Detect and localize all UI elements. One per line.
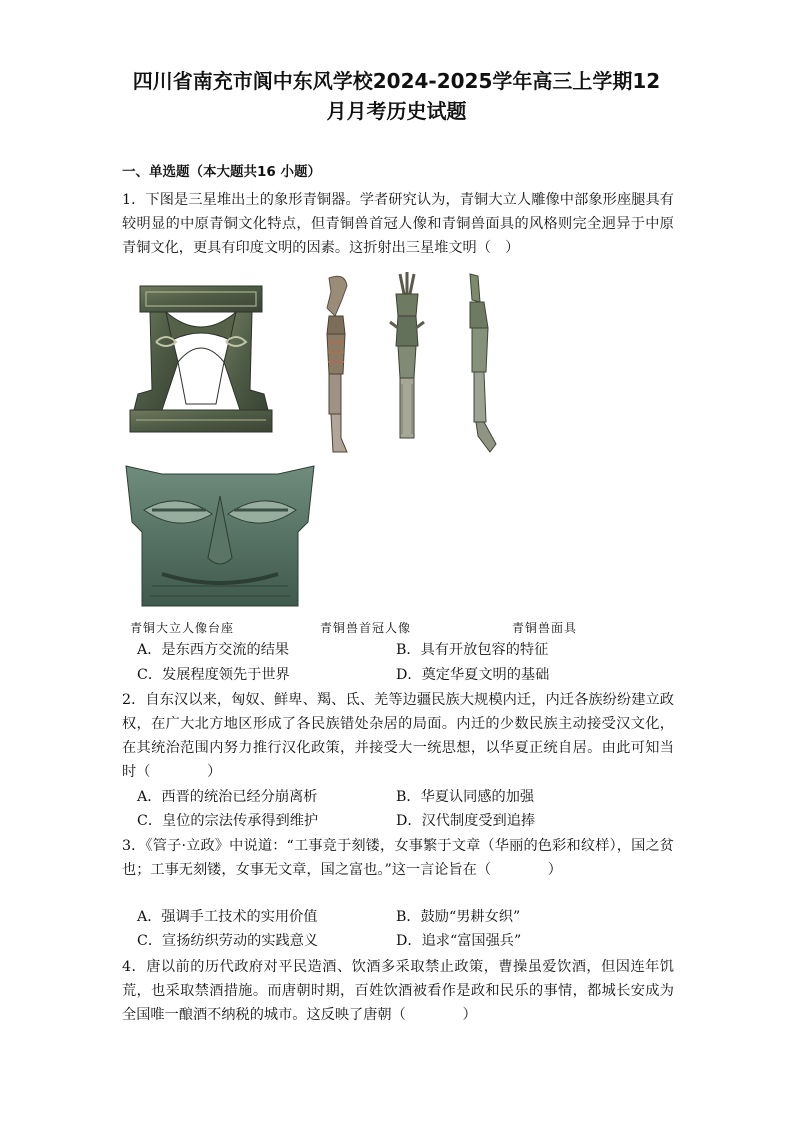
q2-option-a: A．西晋的统治已经分崩离析 (137, 789, 318, 805)
title-line-2: 月月考历史试题 (326, 99, 467, 123)
q2-option-b: B．华夏认同感的加强 (396, 789, 535, 805)
bronze-mask-image (122, 462, 318, 610)
caption-beast-mask: 青铜兽面具 (512, 621, 578, 635)
question-3-stem: 3．《管子·立政》中说道：“工事竞于刻镂，女事繁于文章（华丽的色彩和纹样），国之贫也；工事无刻镂，女事无文章，国之富也。”这一言论旨在（ ） (122, 838, 674, 878)
bronze-beast-head-figure-drawing (386, 272, 428, 444)
bronze-statue-base-drawing (126, 282, 276, 437)
q2-option-c: C．皇位的宗法传承得到维护 (137, 813, 319, 829)
bronze-beast-head-figure-image (386, 272, 428, 444)
q1-option-a: A．是东西方交流的结果 (137, 642, 290, 658)
q1-option-c: C．发展程度领先于世界 (137, 667, 290, 683)
q1-option-b: B．具有开放包容的特征 (396, 642, 549, 658)
question-4-stem: 4．唐以前的历代政府对平民造酒、饮酒多采取禁止政策，曹操虽爱饮酒，但因连年饥荒，也采取禁酒措施。而唐朝时期，百姓饮酒被看作是政和民乐的事情，都城长安成为全国唯一酿酒不纳税的城市。这反映了唐朝（ ） (122, 959, 674, 1023)
document-title (0, 66, 793, 126)
bronze-figure-side-image (315, 272, 355, 458)
q1-option-d: D．奠定华夏文明的基础 (396, 667, 550, 683)
bronze-figure-side-drawing (315, 272, 355, 458)
question-2-stem: 2．自东汉以来，匈奴、鲜卑、羯、氐、羌等边疆民族大规模内迁，内迁各族纷纷建立政权，在广大北方地区形成了各民族错处杂居的局面。内迁的少数民族主动接受汉文化，在其统治范围内努力推行汉化政策，并接受大一统思想，以华夏正统自居。由此可知当时（ ） (122, 692, 674, 780)
q3-option-b: B．鼓励“男耕女织” (396, 909, 521, 925)
bronze-figure-profile-image (458, 272, 502, 458)
caption-beast-head-figure: 青铜兽首冠人像 (320, 621, 412, 635)
q3-option-d: D．追求“富国强兵” (396, 933, 522, 949)
q2-option-d: D．汉代制度受到追捧 (396, 813, 536, 829)
caption-statue-base: 青铜大立人像台座 (130, 621, 235, 635)
q3-option-a: A．强调手工技术的实用价值 (137, 909, 318, 925)
bronze-figure-profile-drawing (458, 272, 502, 458)
bronze-statue-base-image (126, 282, 276, 437)
bronze-mask-drawing (122, 462, 318, 610)
q3-option-c: C．宣扬纺织劳动的实践意义 (137, 933, 319, 949)
question-1-stem: 1．下图是三星堆出土的象形青铜器。学者研究认为，青铜大立人雕像中部象形座腿具有较明显的中原青铜文化特点，但青铜兽首冠人像和青铜兽面具的风格则完全迥异于中原青铜文化，更具有印度文明的因素。这折射出三星堆文明（ ） (122, 192, 674, 256)
section-heading: 一、单选题（本大题共16 小题） (122, 164, 321, 180)
title-line-1: 四川省南充市阆中东风学校2024-2025学年高三上学期12 (132, 69, 661, 93)
